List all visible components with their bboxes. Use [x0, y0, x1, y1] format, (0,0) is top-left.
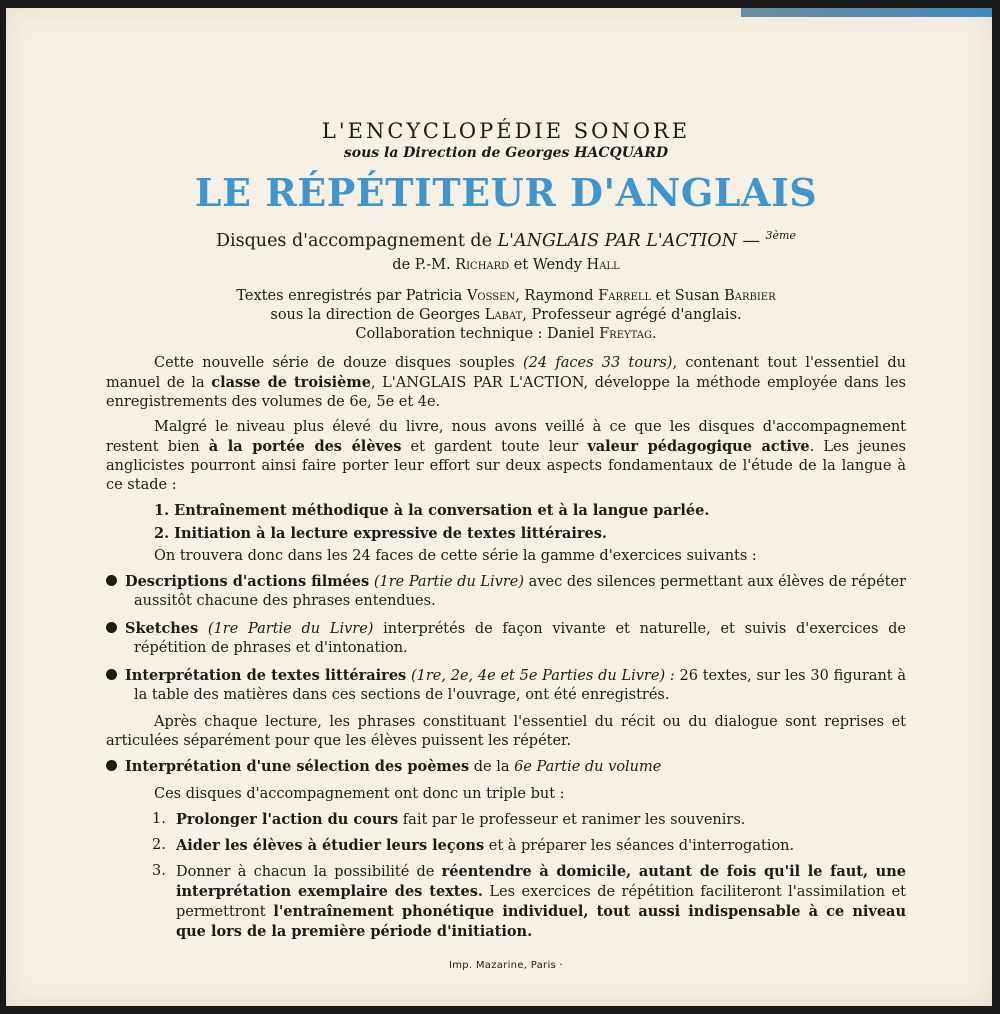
- author-hall: Hall: [586, 256, 620, 273]
- credits-text: sous la direction de Georges: [270, 306, 485, 323]
- name-farrell: Farrell: [598, 287, 652, 304]
- paragraph-after-reading: Après chaque lecture, les phrases constituant l'essentiel du récit ou du dialogue sont reprises et articulées séparément pour que les élèves puissent les répéter.: [106, 713, 906, 749]
- text: Donner à chacun la possibilité de: [176, 863, 442, 880]
- bullet-poems: [106, 757, 906, 777]
- name-vossen: Vossen: [466, 287, 516, 304]
- credits-text: .: [651, 325, 657, 342]
- subtitle-dash: —: [736, 230, 766, 251]
- text-bold: Sketches: [125, 619, 199, 637]
- list-item: [152, 862, 906, 942]
- credits-line-1: [106, 287, 906, 306]
- text: avec des silences permettant aux élèves de répéter aussitôt chacune des phrases entendues.: [134, 573, 907, 609]
- header: [106, 118, 906, 275]
- text-bold: classe de troisième: [211, 373, 371, 391]
- album-title: LE RÉPÉTITEUR D'ANGLAIS: [194, 170, 818, 215]
- text: Cette nouvelle série de douze disques souples: [154, 354, 523, 371]
- credits-text: Collaboration technique : Daniel: [355, 325, 600, 342]
- text-italic: (1re Partie du Livre): [207, 620, 374, 637]
- text: Les exercices de répétition faciliteront l'assimilation et permettront: [176, 883, 906, 920]
- paragraph-level: [106, 418, 906, 495]
- bullet-sketches: [106, 619, 906, 658]
- text: interprétés de façon vivante et naturelle, et suivis d'exercices de répétition de phrases et d'intonation.: [134, 620, 906, 656]
- bullet-descriptions: [106, 572, 906, 611]
- printer-imprint: Imp. Mazarine, Paris ·: [448, 959, 564, 971]
- authors-prefix: de P.-M.: [392, 256, 456, 273]
- credits-text: Textes enregistrés par Patricia: [236, 287, 467, 304]
- text-bold: Aider les élèves à étudier leurs leçons: [176, 836, 485, 854]
- text-bold: Interprétation d'une sélection des poèmes: [125, 757, 470, 775]
- aim-1: [106, 501, 906, 521]
- paragraph-exercises: On trouvera donc dans les 24 faces de cette série la gamme d'exercices suivants :: [154, 547, 757, 564]
- sleeve-text: [106, 118, 906, 975]
- list-item: [152, 836, 906, 856]
- list-number: 2.: [152, 836, 166, 853]
- text: , contenant tout l'essentiel du manuel de la: [106, 354, 906, 391]
- list-number: 1.: [152, 810, 166, 827]
- list-number: 3.: [152, 862, 166, 879]
- text-bold: Interprétation de textes littéraires: [125, 666, 407, 684]
- list-text: [176, 836, 906, 856]
- text: fait par le professeur et ranimer les souvenirs.: [398, 811, 746, 828]
- text-bold: à la portée des élèves: [208, 437, 402, 455]
- bullet-icon: [106, 760, 117, 771]
- series-direction: sous la Direction de Georges HACQUARD: [343, 145, 669, 161]
- level: 3ème: [765, 229, 796, 242]
- book-authors: [106, 256, 906, 275]
- name-labat: Labat: [484, 306, 523, 323]
- name-freytag: Freytag: [599, 325, 652, 342]
- text: et à préparer les séances d'interrogation.: [484, 837, 795, 854]
- text: 26 textes, sur les 30 figurant à la table des matières dans ces sections de l'ouvrage, ont été enregistrés.: [134, 667, 907, 703]
- paragraph-triple-aim: Ces disques d'accompagnement ont donc un triple but :: [154, 785, 565, 802]
- text: . Les jeunes anglicistes pourront ainsi faire porter leur effort sur deux aspects fondamentaux de l'étude de la langue à ce stade :: [106, 438, 907, 493]
- bullet-icon: [106, 622, 117, 633]
- text-italic: (1re, 2e, 4e et 5e Parties du Livre) :: [410, 667, 675, 684]
- list-text: [176, 810, 906, 830]
- authors-mid: et Wendy: [509, 256, 587, 273]
- credits-line-2: [106, 306, 906, 325]
- list-item: [152, 810, 906, 830]
- bullet-icon: [106, 575, 117, 586]
- credits-line-3: [106, 325, 906, 344]
- credits-text: , Professeur agrégé d'anglais.: [522, 306, 742, 323]
- text-bold: 2. Initiation à la lecture expressive de textes littéraires.: [154, 524, 607, 542]
- text: et gardent toute leur: [401, 438, 588, 455]
- text: Malgré le niveau plus élevé du livre, nous avons veillé à ce que les disques d'accompagnement restent bien: [106, 418, 906, 455]
- text-italic: (1re Partie du Livre): [373, 573, 525, 590]
- text-italic: (24 faces 33 tours): [522, 354, 673, 371]
- name-barbier: Barbier: [724, 287, 776, 304]
- credits-text: et Susan: [651, 287, 725, 304]
- text-bold: 1. Entraînement méthodique à la conversation et à la langue parlée.: [154, 501, 710, 519]
- text-bold: valeur pédagogique active: [587, 437, 810, 455]
- credits: [106, 287, 906, 344]
- album-subtitle: [106, 225, 906, 252]
- list-text: [176, 862, 906, 942]
- paragraph-intro: [106, 354, 906, 412]
- aim-2: [106, 524, 906, 544]
- front-cover-edge: [741, 8, 992, 17]
- subtitle-prefix: Disques d'accompagnement de: [215, 230, 498, 251]
- book-title: L'ANGLAIS PAR L'ACTION: [497, 230, 737, 251]
- triple-aim-list: [152, 810, 906, 942]
- record-sleeve-back: [6, 8, 992, 1006]
- credits-text: , Raymond: [515, 287, 599, 304]
- series-name: L'ENCYCLOPÉDIE SONORE: [321, 119, 691, 143]
- author-richard: Richard: [455, 256, 510, 273]
- text-bold: Descriptions d'actions filmées: [125, 572, 370, 590]
- text: , L'ANGLAIS PAR L'ACTION, développe la méthode employée dans les enregistrements des volumes de 6e, 5e et 4e.: [106, 374, 906, 410]
- text-italic: 6e Partie du volume: [514, 758, 662, 775]
- bullet-icon: [106, 669, 117, 680]
- text-bold: l'entraînement phonétique individuel, tout aussi indispensable à ce niveau que lors de la première période d'initiation.: [176, 902, 906, 940]
- text: de la: [469, 758, 515, 775]
- text-bold: Prolonger l'action du cours: [176, 810, 399, 828]
- text-bold: réentendre à domicile, autant de fois qu'il le faut, une interprétation exemplaire des textes.: [176, 862, 906, 900]
- bullet-literary-texts: [106, 666, 906, 705]
